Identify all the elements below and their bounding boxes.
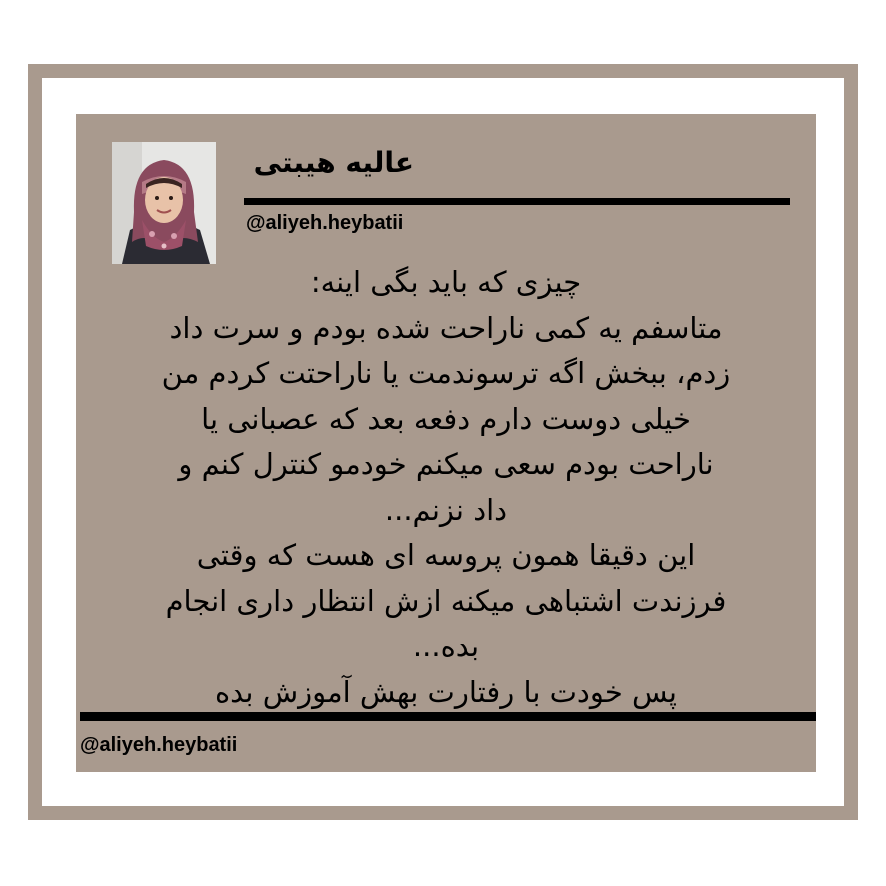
quote-line: بده... [412,629,480,663]
quote-line: پس خودت با رفتارت بهش آموزش بده [214,674,678,709]
quote-line: فرزندت اشتباهی میکنه ازش انتظار داری انجام [165,583,727,618]
quote-line: این دقیقا همون پروسه ای هست که وقتی [196,538,696,572]
author-name: عالیه هیبتی [253,146,414,179]
bottom-divider [80,712,816,721]
quote-card [76,114,816,772]
quote-line: داد نزنم... [384,492,508,527]
top-divider [244,198,790,205]
quote-line: متاسفم یه کمی ناراحت شده بودم و سرت داد [169,310,723,345]
quote-line: چیزی که باید بگی اینه: [310,265,582,299]
author-avatar [112,142,216,264]
quote-line: ناراحت بودم سعی میکنم خودمو کنترل کنم و [178,447,714,481]
author-handle-top: @aliyeh.heybatii [246,212,404,234]
quote-body [76,260,816,715]
author-handle-bottom: @aliyeh.heybatii [80,734,238,756]
quote-line: خیلی دوست دارم دفعه بعد که عصبانی یا [201,401,691,436]
avatar-portrait-icon [112,142,216,264]
quote-line: زدم، ببخش اگه ترسوندمت یا ناراحتت کردم من [161,356,731,390]
